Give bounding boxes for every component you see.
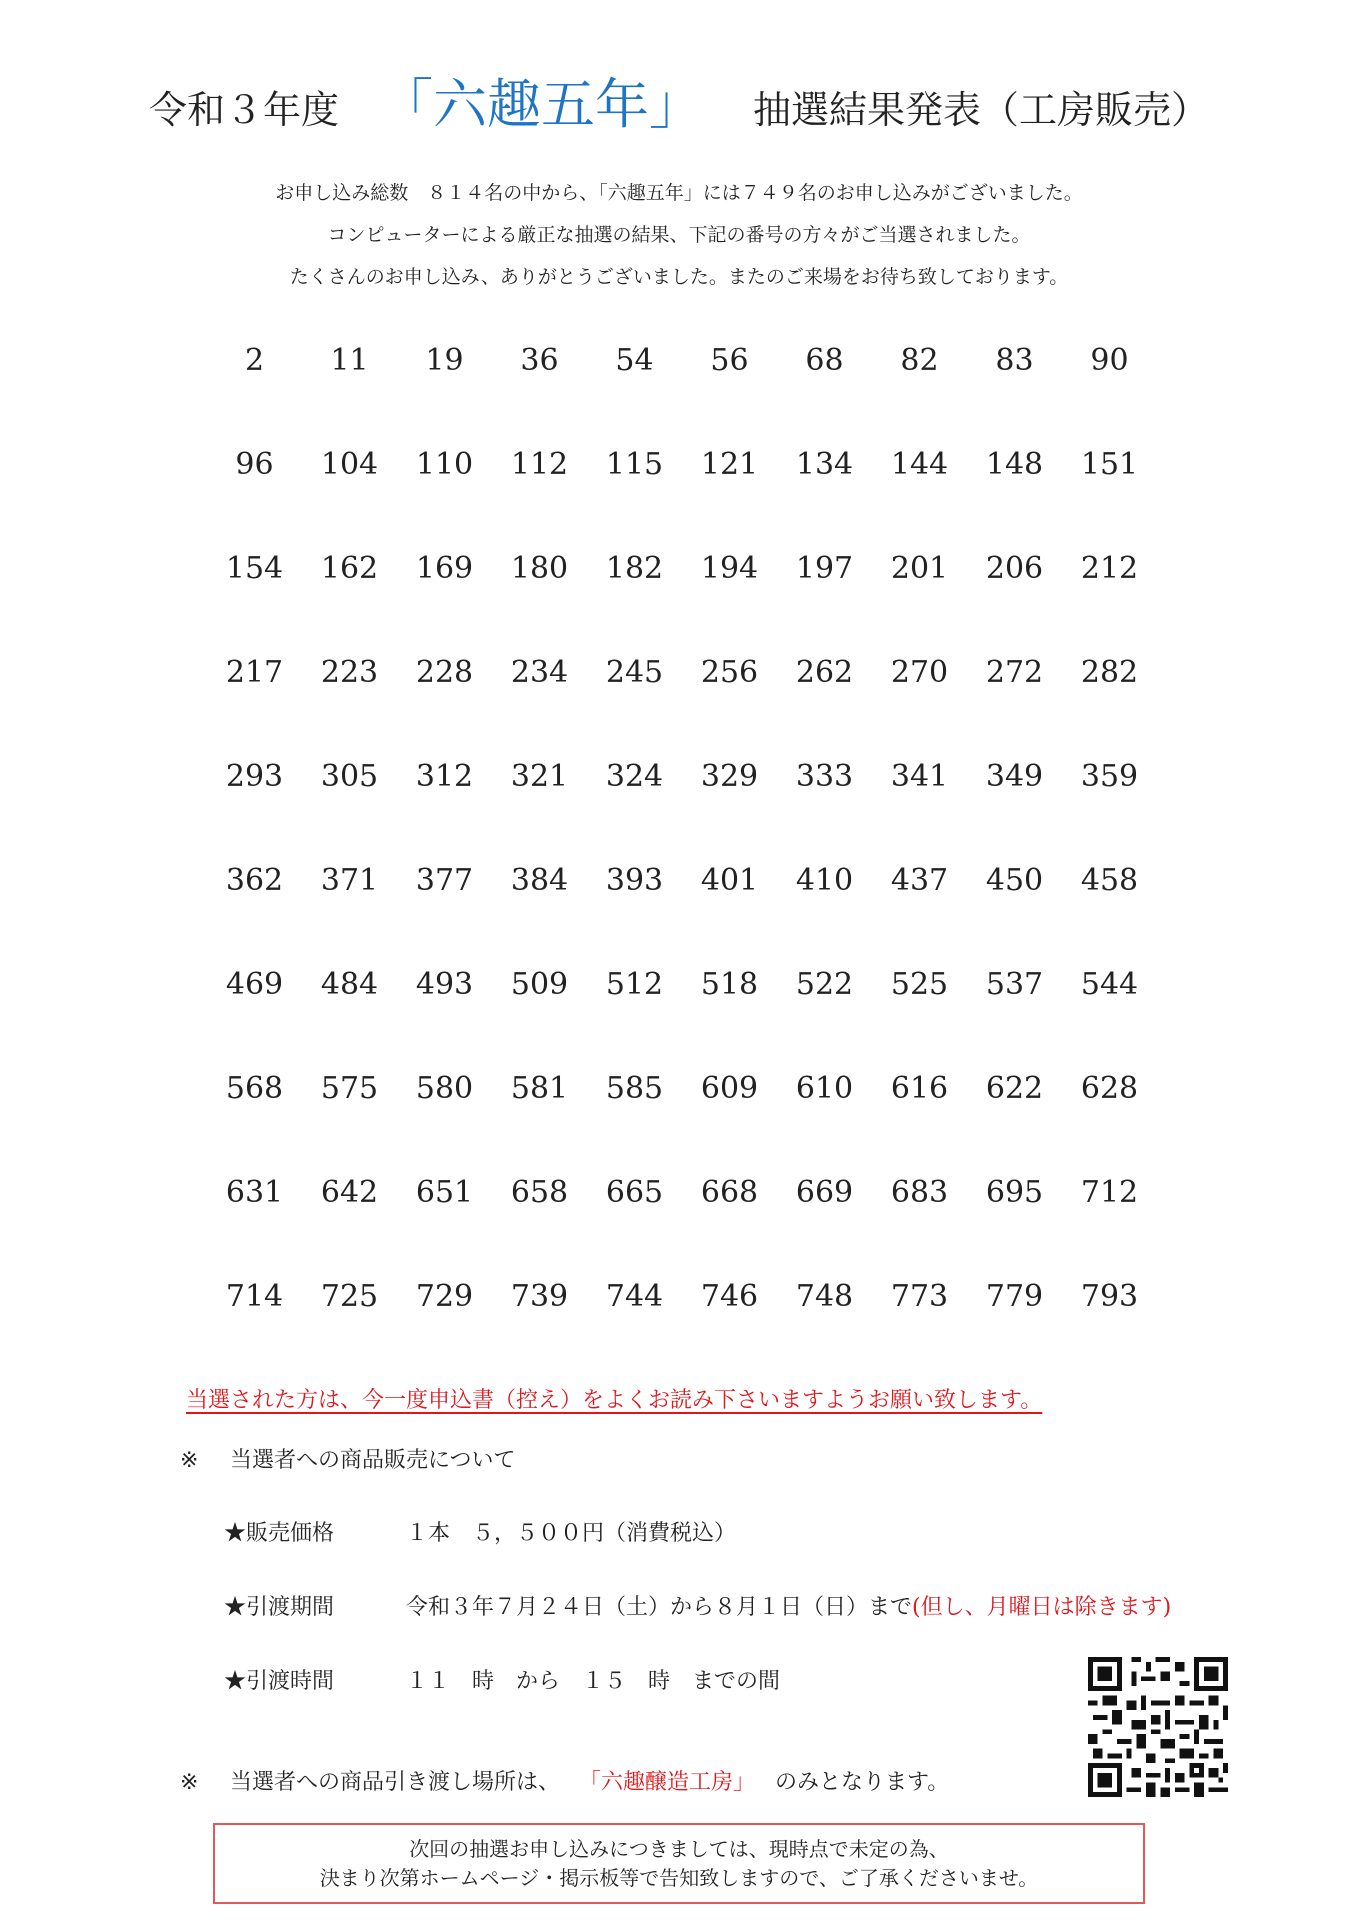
winning-number: 19 [425,343,464,378]
winning-number: 437 [890,863,949,898]
title-product: 「六趣五年」 [379,73,703,136]
winning-number: 162 [320,551,379,586]
winning-number: 228 [415,655,474,690]
footer-notice-box [213,1823,1145,1904]
qr-code-icon[interactable] [1088,1657,1228,1797]
winning-number: 450 [985,863,1044,898]
winning-number: 512 [605,967,664,1002]
winning-number: 712 [1080,1175,1139,1210]
winning-number: 469 [225,967,284,1002]
winning-number: 642 [320,1175,379,1210]
period-note: (但し、月曜日は除きます) [912,1595,1172,1620]
winning-number: 349 [985,759,1044,794]
winning-number: 329 [700,759,759,794]
winning-number: 217 [225,655,284,690]
pickup-suffix: のみとなります。 [775,1770,950,1795]
pickup-place: 「六趣醸造工房」 [590,1770,756,1795]
winning-number: 90 [1090,343,1129,378]
winning-number: 384 [510,863,569,898]
time-label: ★引渡時間 [224,1669,335,1694]
winning-number: 359 [1080,759,1139,794]
winning-number: 725 [320,1279,379,1314]
winning-number: 223 [320,655,379,690]
reference-mark: ※ [180,1448,199,1473]
pickup-location [180,1765,949,1796]
winning-number: 628 [1080,1071,1139,1106]
winning-number: 568 [225,1071,284,1106]
winning-number: 410 [795,863,854,898]
winning-number: 581 [510,1071,569,1106]
price-value: １本 ５，５００円（消費税込） [406,1521,737,1546]
winning-number: 144 [890,447,949,482]
winning-number: 293 [225,759,284,794]
winning-number: 83 [995,343,1034,378]
winning-number: 151 [1080,447,1139,482]
period-value: 令和３年７月２４日（土）から８月１日（日）まで [406,1595,913,1620]
winning-number: 779 [985,1279,1044,1314]
winning-number: 651 [415,1175,474,1210]
winning-number: 371 [320,863,379,898]
winning-number: 393 [605,863,664,898]
winning-number: 658 [510,1175,569,1210]
winning-number: 509 [510,967,569,1002]
winning-number: 180 [510,551,569,586]
winning-number: 82 [900,343,939,378]
winning-number: 104 [320,447,379,482]
winning-number: 54 [615,343,654,378]
pickup-prefix: 当選者への商品引き渡し場所は、 [230,1770,561,1795]
price-label: ★販売価格 [224,1521,335,1546]
winning-number: 714 [225,1279,284,1314]
winning-number: 115 [605,447,664,482]
winning-number: 748 [795,1279,854,1314]
intro-line: たくさんのお申し込み、ありがとうございました。またのご来場をお待ち致しております。 [289,266,1069,288]
winning-number: 182 [605,551,664,586]
winning-number: 256 [700,655,759,690]
winning-number: 194 [700,551,759,586]
winning-number: 744 [605,1279,664,1314]
price-row [224,1516,736,1547]
winning-number: 197 [795,551,854,586]
winning-number: 206 [985,551,1044,586]
winning-number: 610 [795,1071,854,1106]
period-label: ★引渡期間 [224,1595,335,1620]
winning-number: 305 [320,759,379,794]
winning-number: 695 [985,1175,1044,1210]
winning-number: 245 [605,655,664,690]
reference-mark: ※ [180,1770,199,1795]
winning-number: 401 [700,863,759,898]
winning-number: 631 [225,1175,284,1210]
winning-number: 282 [1080,655,1139,690]
winning-number: 68 [805,343,844,378]
winning-number: 341 [890,759,949,794]
winning-number: 729 [415,1279,474,1314]
winning-number: 134 [795,447,854,482]
winning-number: 616 [890,1071,949,1106]
winning-number: 544 [1080,967,1139,1002]
period-row [224,1590,1171,1621]
winning-number: 525 [890,967,949,1002]
winning-number: 773 [890,1279,949,1314]
winning-number: 312 [415,759,474,794]
title-suffix: 抽選結果発表（工房販売） [753,88,1210,132]
time-value: １１ 時 から １５ 時 までの間 [406,1669,781,1694]
winning-number: 96 [235,447,274,482]
winning-number: 11 [330,343,369,378]
winning-number: 148 [985,447,1044,482]
winning-number: 201 [890,551,949,586]
winning-number: 458 [1080,863,1139,898]
winning-number: 609 [700,1071,759,1106]
winning-number: 522 [795,967,854,1002]
winning-number: 270 [890,655,949,690]
winning-number: 665 [605,1175,664,1210]
intro-line: お申し込み総数 ８１４名の中から、「六趣五年」には７４９名のお申し込みがございました。 [275,182,1083,204]
intro-line: コンピューターによる厳正な抽選の結果、下記の番号の方々がご当選されました。 [327,224,1031,246]
winning-number: 793 [1080,1279,1139,1314]
winning-number: 110 [415,447,474,482]
winning-number: 56 [710,343,749,378]
winning-number: 683 [890,1175,949,1210]
footer-line: 次回の抽選お申し込みにつきましては、現時点で未定の為、 [409,1837,949,1861]
winning-number: 154 [225,551,284,586]
winning-number: 234 [510,655,569,690]
title-prefix: 令和３年度 [148,88,339,132]
winning-number: 362 [225,863,284,898]
winning-number: 739 [510,1279,569,1314]
winning-number: 272 [985,655,1044,690]
winning-number: 2 [244,343,265,378]
winning-number: 121 [700,447,759,482]
winning-number: 669 [795,1175,854,1210]
page-title [0,62,1358,139]
intro-text [0,172,1358,298]
footer-line: 決まり次第ホームページ・掲示板等で告知致しますので、ご了承くださいませ。 [319,1866,1039,1890]
winning-number: 262 [795,655,854,690]
winning-number: 493 [415,967,474,1002]
winning-number: 112 [510,447,569,482]
sales-heading-text: 当選者への商品販売について [230,1448,516,1473]
winning-number: 169 [415,551,474,586]
winning-number: 585 [605,1071,664,1106]
winning-numbers-grid [207,343,1157,1383]
notice-text: 当選された方は、今一度申込書（控え）をよくお読み下さいますようお願い致します。 [186,1388,1043,1413]
winning-number: 580 [415,1071,474,1106]
winning-number: 746 [700,1279,759,1314]
winning-number: 537 [985,967,1044,1002]
winning-number: 377 [415,863,474,898]
winning-number: 321 [510,759,569,794]
sales-heading [180,1443,516,1474]
winning-number: 668 [700,1175,759,1210]
winning-number: 622 [985,1071,1044,1106]
time-row [224,1664,780,1695]
winning-number: 333 [795,759,854,794]
winning-number: 212 [1080,551,1139,586]
winning-number: 484 [320,967,379,1002]
winning-number: 575 [320,1071,379,1106]
winning-number: 36 [520,343,559,378]
winning-number: 518 [700,967,759,1002]
winning-number: 324 [605,759,664,794]
